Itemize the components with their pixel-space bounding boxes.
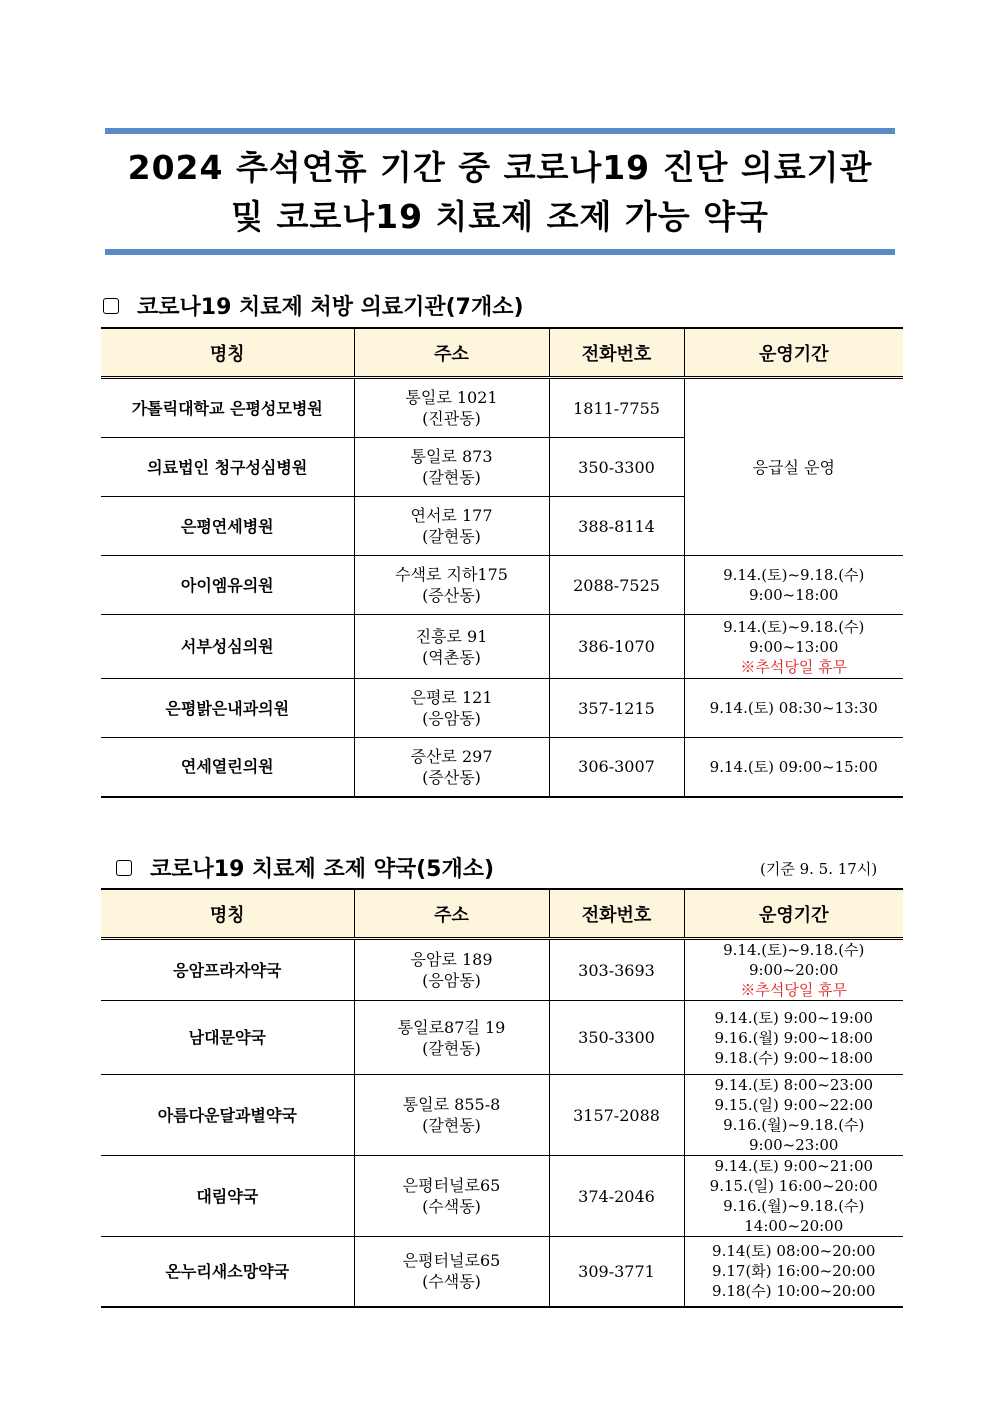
table-row bbox=[101, 615, 903, 679]
clinic-phone: 1811-7755 bbox=[549, 378, 684, 438]
clinic-phone: 388-8114 bbox=[549, 497, 684, 556]
clinic-hours: 9.14.(토) 09:00~15:00 bbox=[684, 738, 903, 797]
clinic-address: 연서로 177 (갈현동) bbox=[354, 497, 549, 556]
pharmacy-hours: 9.14(토) 08:00~20:00 9.17(화) 16:00~20:00 9.18(수) 10:00~20:00 bbox=[684, 1237, 903, 1307]
clinic-address: 통일로 873 (갈현동) bbox=[354, 438, 549, 497]
clinic-name: 의료법인 청구성심병원 bbox=[101, 438, 354, 497]
title-line-1: 2024 추석연휴 기간 중 코로나19 진단 의료기관 bbox=[127, 148, 873, 187]
table-row bbox=[101, 378, 903, 438]
table-row bbox=[101, 939, 903, 1001]
clinic-hours: 9.14.(토) 08:30~13:30 bbox=[684, 679, 903, 738]
clinic-phone: 2088-7525 bbox=[549, 556, 684, 615]
section-1-heading-text: 코로나19 치료제 처방 의료기관(7개소) bbox=[137, 295, 524, 320]
pharmacy-name: 아름다운달과별약국 bbox=[101, 1075, 354, 1156]
clinic-name: 아이엠유의원 bbox=[101, 556, 354, 615]
col-header-address: 주소 bbox=[354, 328, 549, 378]
table-row bbox=[101, 556, 903, 615]
table-row bbox=[101, 1156, 903, 1237]
pharmacy-address: 은평터널로65 (수색동) bbox=[354, 1237, 549, 1307]
col-header-hours: 운영기간 bbox=[684, 328, 903, 378]
pharmacy-name: 남대문약국 bbox=[101, 1001, 354, 1075]
pharmacy-phone: 350-3300 bbox=[549, 1001, 684, 1075]
col-header-name: 명칭 bbox=[101, 328, 354, 378]
table-row bbox=[101, 738, 903, 797]
col-header-phone: 전화번호 bbox=[549, 889, 684, 939]
pharmacy-address: 응암로 189 (응암동) bbox=[354, 939, 549, 1001]
document-title bbox=[105, 128, 895, 255]
col-header-address: 주소 bbox=[354, 889, 549, 939]
title-line-2: 및 코로나19 치료제 조제 가능 약국 bbox=[231, 197, 769, 236]
clinic-address: 은평로 121 (응암동) bbox=[354, 679, 549, 738]
basis-date-note: (기준 9. 5. 17시) bbox=[760, 860, 878, 878]
table-header-row bbox=[101, 328, 903, 378]
pharmacy-address: 통일로 855-8 (갈현동) bbox=[354, 1075, 549, 1156]
pharmacy-phone: 374-2046 bbox=[549, 1156, 684, 1237]
clinic-name: 서부성심의원 bbox=[101, 615, 354, 679]
col-header-phone: 전화번호 bbox=[549, 328, 684, 378]
clinic-address: 증산로 297 (증산동) bbox=[354, 738, 549, 797]
clinic-phone: 306-3007 bbox=[549, 738, 684, 797]
clinic-name: 연세열린의원 bbox=[101, 738, 354, 797]
pharmacy-name: 대림약국 bbox=[101, 1156, 354, 1237]
holiday-notice: ※추석당일 휴무 bbox=[740, 981, 848, 999]
pharmacy-phone: 309-3771 bbox=[549, 1237, 684, 1307]
checkbox-icon bbox=[116, 860, 132, 876]
pharmacy-phone: 303-3693 bbox=[549, 939, 684, 1001]
pharmacy-hours: 9.14.(토) 9:00~19:00 9.16.(월) 9:00~18:00 9.18.(수) 9:00~18:00 bbox=[684, 1001, 903, 1075]
clinic-name: 은평밝은내과의원 bbox=[101, 679, 354, 738]
holiday-notice: ※추석당일 휴무 bbox=[740, 657, 848, 676]
pharmacy-phone: 3157-2088 bbox=[549, 1075, 684, 1156]
clinic-phone: 386-1070 bbox=[549, 615, 684, 679]
pharmacy-hours: 9.14.(토) 9:00~21:00 9.15.(일) 16:00~20:00 9.16.(월)~9.18.(수) 14:00~20:00 bbox=[684, 1156, 903, 1237]
clinic-name: 가톨릭대학교 은평성모병원 bbox=[101, 378, 354, 438]
pharmacy-hours: 9.14.(토)~9.18.(수) 9:00~20:00 ※추석당일 휴무 bbox=[684, 939, 903, 1001]
table-row bbox=[101, 1075, 903, 1156]
pharmacy-name: 응암프라자약국 bbox=[101, 939, 354, 1001]
section-1-heading bbox=[103, 290, 524, 321]
clinics-table bbox=[101, 327, 903, 798]
clinic-address: 통일로 1021 (진관동) bbox=[354, 378, 549, 438]
clinic-hours: 9.14.(토)~9.18.(수) 9:00~18:00 bbox=[684, 556, 903, 615]
checkbox-icon bbox=[103, 298, 119, 314]
title-bottom-rule bbox=[105, 249, 895, 255]
clinic-name: 은평연세병원 bbox=[101, 497, 354, 556]
clinic-phone: 357-1215 bbox=[549, 679, 684, 738]
table-row bbox=[101, 679, 903, 738]
clinic-hours: 9.14.(토)~9.18.(수) 9:00~13:00 ※추석당일 휴무 bbox=[684, 615, 903, 679]
col-header-name: 명칭 bbox=[101, 889, 354, 939]
pharmacy-hours: 9.14.(토) 8:00~23:00 9.15.(일) 9:00~22:00 9.16.(월)~9.18.(수) 9:00~23:00 bbox=[684, 1075, 903, 1156]
clinic-phone: 350-3300 bbox=[549, 438, 684, 497]
col-header-hours: 운영기간 bbox=[684, 889, 903, 939]
clinic-address: 진흥로 91 (역촌동) bbox=[354, 615, 549, 679]
pharmacies-table bbox=[101, 888, 903, 1308]
clinic-address: 수색로 지하175 (증산동) bbox=[354, 556, 549, 615]
pharmacy-name: 온누리새소망약국 bbox=[101, 1237, 354, 1307]
table-header-row bbox=[101, 889, 903, 939]
title-text bbox=[105, 134, 895, 249]
emergency-hours-cell: 응급실 운영 bbox=[684, 378, 903, 556]
table-row bbox=[101, 1237, 903, 1307]
section-2-heading bbox=[116, 852, 494, 883]
table-row bbox=[101, 1001, 903, 1075]
pharmacy-address: 통일로87길 19 (갈현동) bbox=[354, 1001, 549, 1075]
section-2-heading-text: 코로나19 치료제 조제 약국(5개소) bbox=[150, 857, 495, 882]
pharmacy-address: 은평터널로65 (수색동) bbox=[354, 1156, 549, 1237]
